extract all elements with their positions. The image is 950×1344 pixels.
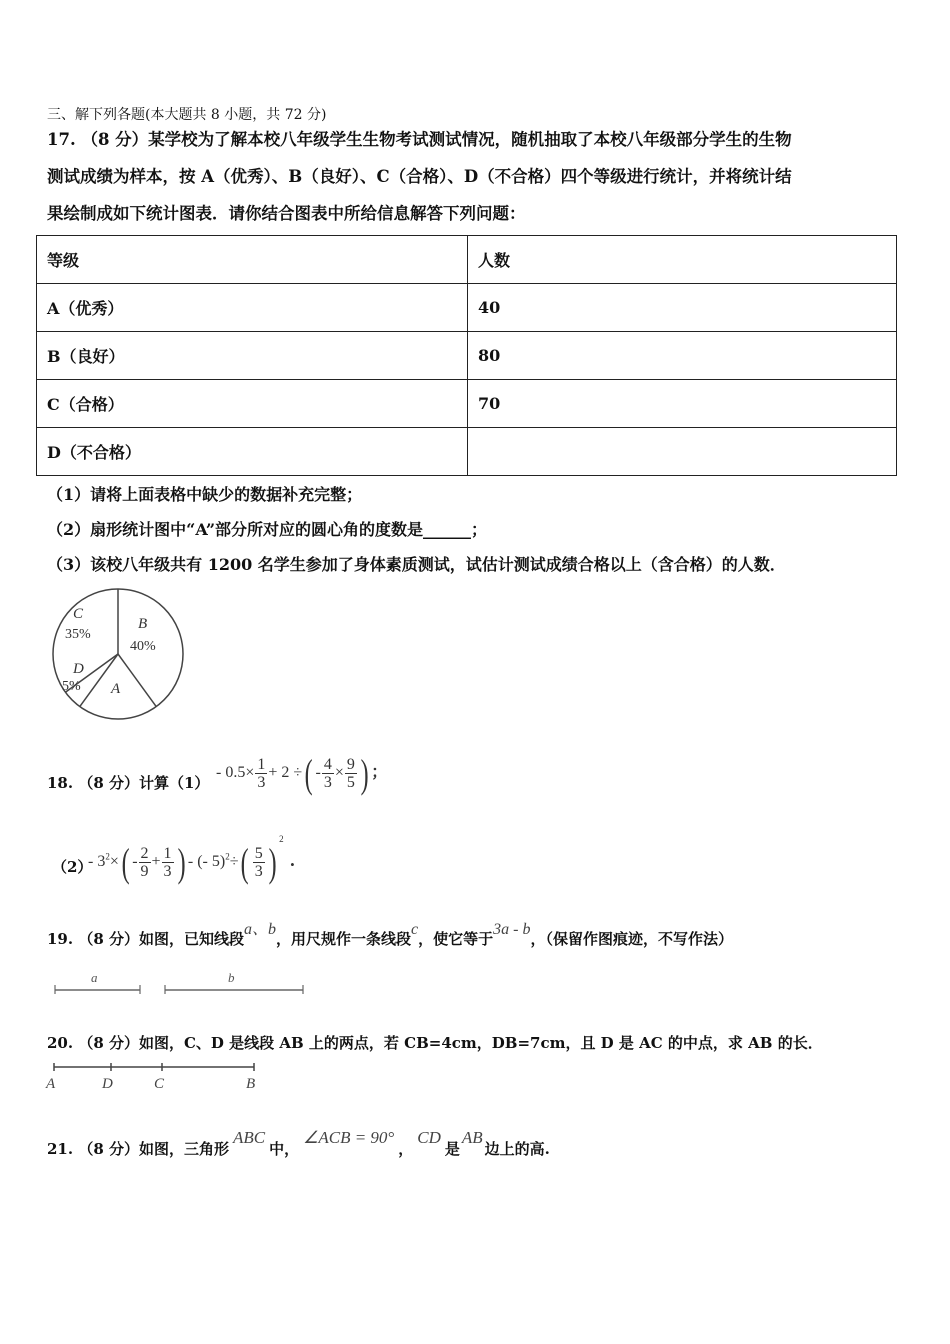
expr-term: - (- 5) xyxy=(187,853,226,870)
table-cell: 80 xyxy=(468,332,897,380)
exponent: 2 xyxy=(105,851,110,862)
q17-sub3: （3）该校八年级共有 1200 名学生参加了身体素质测试，试估计测试成绩合格以上（含合格）的人数． xyxy=(47,555,786,574)
q21-ab: AB xyxy=(461,1128,483,1147)
fraction xyxy=(345,756,357,791)
q17-line1: 17. （8 分）某学校为了解本校八年级学生生物考试测试情况，随机抽取了本校八年级部分学生的生物 xyxy=(47,130,792,149)
pie-percent-d: 5% xyxy=(62,679,81,694)
fraction xyxy=(255,756,267,791)
fraction xyxy=(322,756,334,791)
pie-label-b: B xyxy=(138,616,148,632)
point-b-label: B xyxy=(246,1076,256,1092)
q17-line3: 果绘制成如下统计图表．请你结合图表中所给信息解答下列问题： xyxy=(47,204,526,223)
q19-expr: 3a - b xyxy=(493,921,531,938)
expr-term: - xyxy=(132,853,138,870)
table-cell: B（良好） xyxy=(37,332,468,380)
q19-text xyxy=(47,921,733,949)
pie-percent-b: 40% xyxy=(130,639,156,654)
expr-term: × xyxy=(334,764,344,782)
table-cell: D（不合格） xyxy=(37,428,468,476)
q18-expression-2 xyxy=(88,834,295,886)
q18-expression-1 xyxy=(216,750,387,797)
table-header-row xyxy=(37,236,897,284)
numerator: 1 xyxy=(163,844,172,862)
denominator: 3 xyxy=(257,774,266,791)
table-row xyxy=(37,284,897,332)
segment-a-label: a xyxy=(91,970,98,985)
right-paren: ) xyxy=(268,839,277,885)
q19-t4: ，（保留作图痕迹，不写作法） xyxy=(530,930,733,948)
segment-b-label: b xyxy=(228,970,235,985)
pie-chart xyxy=(44,586,192,726)
pie-slice-boundary-a xyxy=(118,654,156,707)
q19-segments-figure xyxy=(50,968,310,998)
q19-t3: ，使它等于 xyxy=(418,930,494,948)
table-row xyxy=(37,380,897,428)
fraction xyxy=(162,845,174,880)
q19-t1: 19. （8 分）如图，已知线段 xyxy=(47,930,244,948)
right-paren: ) xyxy=(360,751,369,796)
exponent: 2 xyxy=(279,834,284,844)
exponent: 2 xyxy=(225,851,230,862)
q21-angle: ∠ACB = 90° xyxy=(303,1128,395,1147)
numerator: 9 xyxy=(346,756,355,773)
denominator: 9 xyxy=(140,862,149,880)
numerator: 2 xyxy=(140,844,149,862)
numerator: 5 xyxy=(254,844,263,862)
q17-sub2: （2）扇形统计图中“A”部分所对应的圆心角的度数是______； xyxy=(47,520,488,539)
pie-label-c: C xyxy=(73,606,84,622)
table-header-cell: 人数 xyxy=(468,236,897,284)
numerator: 1 xyxy=(257,756,266,773)
expr-term: + 2 ÷ xyxy=(268,764,303,782)
denominator: 3 xyxy=(163,862,172,880)
expr-end: . xyxy=(289,851,296,870)
point-d-label: D xyxy=(102,1076,113,1092)
pie-percent-c: 35% xyxy=(65,627,91,642)
pie-label-d: D xyxy=(73,661,84,677)
q21-abc: ABC xyxy=(232,1128,266,1147)
point-a-label: A xyxy=(46,1076,56,1092)
table-row xyxy=(37,428,897,476)
expr-term: - xyxy=(315,764,321,782)
q21-t2: 中， xyxy=(269,1140,300,1158)
denominator: 5 xyxy=(346,774,355,791)
left-paren: ( xyxy=(241,839,250,885)
q18-part2-label: （2） xyxy=(52,858,93,876)
table-cell: 40 xyxy=(468,284,897,332)
q17-line2: 测试成绩为样本，按 A（优秀）、B（良好）、C（合格）、D（不合格）四个等级进行统计，并将统计结 xyxy=(47,167,792,186)
right-paren: ) xyxy=(177,839,186,885)
q21-t1: 21. （8 分）如图，三角形 xyxy=(47,1140,229,1158)
q19-ab: a、b xyxy=(243,921,276,938)
expr-term: + xyxy=(151,853,161,870)
section-header: 三、解下列各题(本大题共 8 小题，共 72 分) xyxy=(47,107,327,123)
q21-text xyxy=(47,1128,550,1159)
q18-prefix: 18. （8 分）计算（1） xyxy=(47,774,210,792)
q21-t3: ， xyxy=(398,1140,414,1158)
table-cell: C（合格） xyxy=(37,380,468,428)
q20-line-figure xyxy=(44,1058,264,1094)
table-header-cell: 等级 xyxy=(37,236,468,284)
fraction xyxy=(139,845,151,880)
table-cell: A（优秀） xyxy=(37,284,468,332)
expr-term: - 3 xyxy=(88,853,106,870)
q19-t2: ，用尺规作一条线段 xyxy=(276,930,412,948)
denominator: 3 xyxy=(254,862,263,880)
expr-term: - 0.5× xyxy=(216,764,255,782)
expr-term: ÷ xyxy=(229,853,239,870)
fraction xyxy=(253,845,265,880)
table-row xyxy=(37,332,897,380)
expr-term: × xyxy=(109,853,119,870)
q21-t4: 是 xyxy=(444,1140,460,1158)
denominator: 3 xyxy=(323,774,332,791)
left-paren: ( xyxy=(304,751,313,796)
q21-cd: CD xyxy=(417,1128,441,1147)
table-cell: 70 xyxy=(468,380,897,428)
expr-end: ； xyxy=(371,762,388,782)
table-cell xyxy=(468,428,897,476)
grade-table xyxy=(36,235,897,476)
point-c-label: C xyxy=(154,1076,165,1092)
numerator: 4 xyxy=(323,756,332,773)
q19-c: c xyxy=(411,921,419,938)
q20-text: 20. （8 分）如图，C、D 是线段 AB 上的两点，若 CB=4cm，DB=7cm，且 D 是 AC 的中点，求 AB 的长． xyxy=(47,1034,823,1052)
left-paren: ( xyxy=(121,839,130,885)
q21-t5: 边上的高. xyxy=(484,1140,550,1158)
pie-label-a: A xyxy=(111,681,121,697)
q17-sub1: （1）请将上面表格中缺少的数据补充完整； xyxy=(47,485,363,504)
